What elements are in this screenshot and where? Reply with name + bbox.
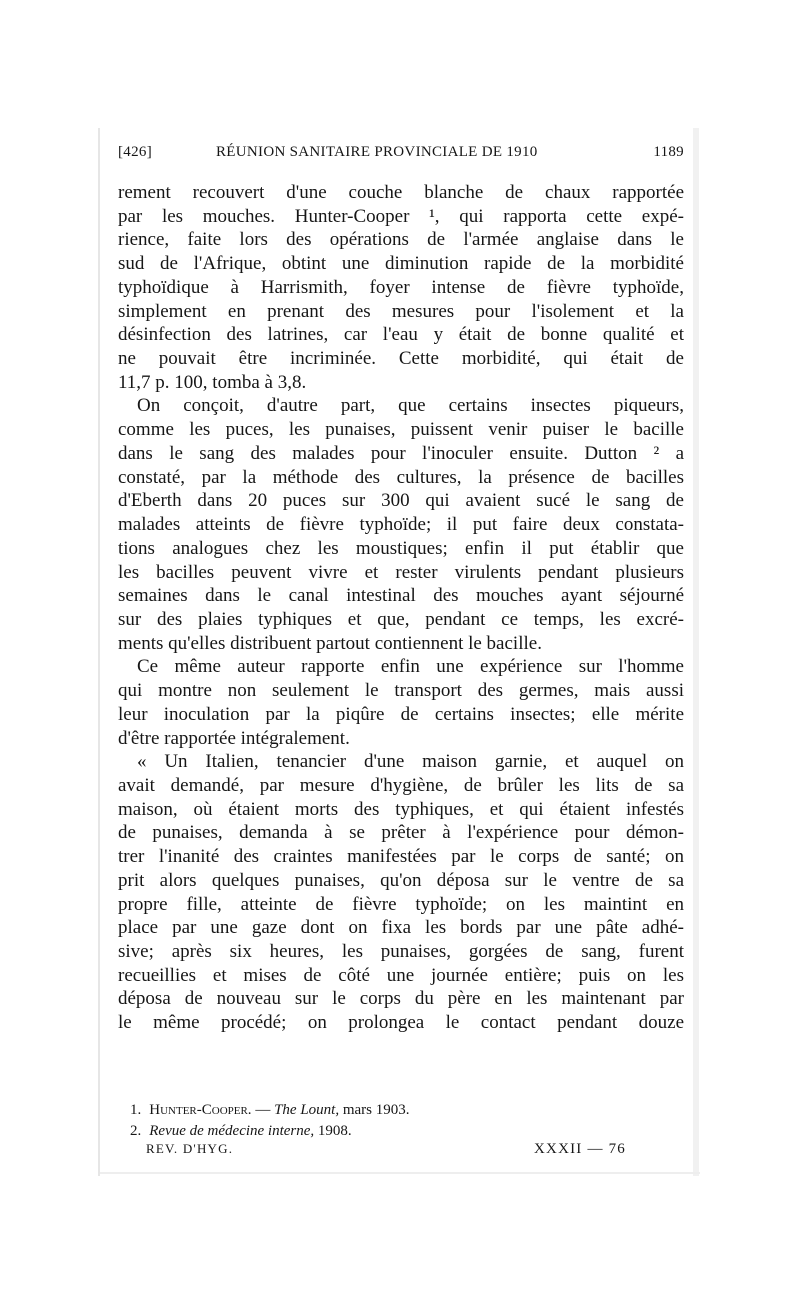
text-line: prit alors quelques punaises, qu'on déposa sur le ventre de sa	[118, 869, 684, 891]
text-line: malades atteints de fièvre typhoïde; il put faire deux constata-	[118, 514, 684, 536]
footnote-work: Revue de médecine interne,	[149, 1123, 315, 1139]
footnote-2	[130, 1121, 630, 1142]
running-title: RÉUNION SANITAIRE PROVINCIALE DE 1910	[216, 144, 538, 160]
text-line: Ce même auteur rapporte enfin une expérience sur l'homme	[137, 656, 684, 678]
text-line: « Un Italien, tenancier d'une maison garnie, et auquel on	[137, 751, 684, 773]
text-line: d'Eberth dans 20 puces sur 300 qui avaient sucé le sang de	[118, 490, 684, 512]
text-line: comme les puces, les punaises, puissent venir puiser le bacille	[118, 419, 684, 441]
footnote-rest: mars 1903.	[339, 1102, 410, 1118]
text-line: leur inoculation par la piqûre de certains insectes; elle mérite	[118, 703, 684, 725]
text-line: On conçoit, d'autre part, que certains insectes piqueurs,	[137, 395, 684, 417]
text-line: désinfection des latrines, car l'eau y était de bonne qualité et	[118, 324, 684, 346]
printer-signature	[146, 1141, 626, 1161]
text-line: semaines dans le canal intestinal des mouches ayant séjourné	[118, 585, 684, 607]
text-line: simplement en prenant des mesures pour l'isolement et la	[118, 300, 684, 322]
text-line: dans le sang des malades pour l'inoculer ensuite. Dutton ² a	[118, 442, 684, 464]
text-line: déposa de nouveau sur le corps du père en les maintenant par	[118, 988, 684, 1010]
text-line: sive; après six heures, les punaises, gorgées de sang, furent	[118, 941, 684, 962]
text-line: de punaises, demanda à se prêter à l'expérience pour démon-	[118, 822, 684, 844]
footnote-number: 2.	[130, 1123, 142, 1139]
text-line: ne pouvait être incriminée. Cette morbidité, qui était de	[118, 348, 684, 370]
text-line: trer l'inanité des craintes manifestées par le corps de santé; on	[118, 846, 684, 868]
page-reference: [426]	[118, 144, 152, 160]
text-line: typhoïdique à Harrismith, foyer intense de fièvre typhoïde,	[118, 276, 684, 298]
text-line: les bacilles peuvent vivre et rester virulents pendant plusieurs	[118, 561, 684, 583]
text-line: 11,7 p. 100, tomba à 3,8.	[118, 371, 307, 393]
footnote-rest: 1908.	[314, 1123, 352, 1139]
running-header	[118, 144, 684, 166]
footnotes	[130, 1100, 630, 1142]
text-line: ments qu'elles distribuent partout contiennent le bacille.	[118, 632, 542, 654]
page-number: 1189	[653, 144, 684, 160]
text-line: recueillies et mises de côté une journée entière; puis on les	[118, 964, 684, 986]
text-line: le même procédé; on prolongea le contact pendant douze	[118, 1012, 684, 1034]
sheet-signature: XXXII — 76	[534, 1141, 626, 1157]
footnote-number: 1.	[130, 1102, 142, 1118]
body-text	[118, 181, 684, 1035]
text-line: tions analogues chez les moustiques; enfin il put établir que	[118, 537, 684, 559]
text-line: propre fille, atteinte de fièvre typhoïde; on les maintint en	[118, 893, 684, 915]
text-line: rience, faite lors des opérations de l'armée anglaise dans le	[118, 229, 684, 251]
scan-edge-right	[693, 128, 699, 1176]
text-line: place par une gaze dont on fixa les bords par une pâte adhé-	[118, 917, 684, 939]
scan-edge-left	[98, 128, 100, 1176]
footnote-separator: —	[251, 1102, 275, 1118]
text-line: maison, où étaient morts des typhiques, et qui étaient infestés	[118, 798, 684, 820]
scan-edge-bottom	[100, 1172, 700, 1174]
text-line: constaté, par la méthode des cultures, la présence de bacilles	[118, 466, 684, 488]
footnote-author: Hunter-Cooper.	[149, 1102, 252, 1118]
text-line: sur des plaies typhiques et que, pendant ce temps, les excré-	[118, 608, 684, 630]
text-line: sud de l'Afrique, obtint une diminution rapide de la morbidité	[118, 253, 684, 275]
text-line: avait demandé, par mesure d'hygiène, de brûler les lits de sa	[118, 774, 684, 796]
text-line: rement recouvert d'une couche blanche de chaux rapportée	[118, 182, 684, 203]
journal-signature: REV. D'HYG.	[146, 1141, 234, 1156]
text-line: d'être rapportée intégralement.	[118, 727, 350, 749]
footnote-work: The Lount,	[274, 1102, 340, 1118]
text-line: qui montre non seulement le transport des germes, mais aussi	[118, 680, 684, 702]
footnote-1	[130, 1100, 630, 1121]
text-line: par les mouches. Hunter-Cooper ¹, qui rapporta cette expé-	[118, 205, 684, 227]
